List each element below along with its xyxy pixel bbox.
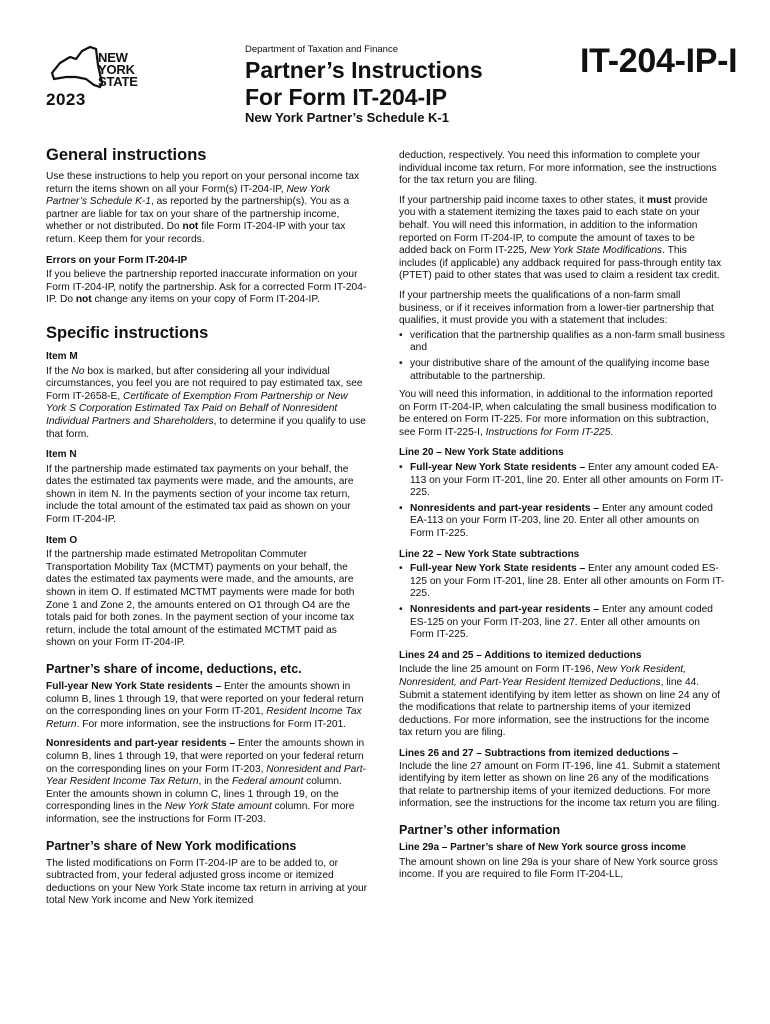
right-column: [399, 150, 725, 889]
form-id: IT-204-IP-I: [580, 42, 738, 80]
page-subtitle: New York Partner’s Schedule K-1: [245, 110, 449, 125]
non-farm-text: If your partnership meets the qualifications of a non-farm small business, or if it receives information from a lower-tier partnership that qualifies, it must provide you with a statement that includes:: [399, 289, 714, 327]
item-n-text: If the partnership made estimated tax payments on your behalf, the dates the estimated tax payments were made, and the amounts, are shown in item N. In the payments section of your income tax return, include the total amount of the estimated tax paid as shown on your Form IT-204-IP.: [46, 463, 354, 526]
lines-24-25-text: Include the line 25 amount on Form IT-196, New York Resident, Nonresident, and Part-Year Resident Itemized Deductions, line 44. Submit a statement identifying by item letter as shown on line 24 any of the modifications that relate to partnership items of your itemized deductions. For more information, see the instructions for the income tax return you are filing.: [399, 664, 721, 739]
lines-24-25-heading: Lines 24 and 25 – Additions to itemized deductions: [399, 649, 642, 661]
small-business-text: You will need this information, in additional to the information reported on Form IT-204-IP, when calculating the small business modification to be entered on Form IT-225. For more information on this subtraction, see Form IT-225-I, Instructions for Form IT-225.: [399, 389, 717, 438]
line-20-list: [399, 462, 725, 541]
other-information-heading: Partner’s other information: [399, 822, 561, 837]
item-o-text: If the partnership made estimated Metropolitan Commuter Transportation Mobility Tax (MCTMT) payments on your behalf, the dates the estimated tax payments were made, and the amounts, are shown in item O. If estimated MCTMT payments were made for both Zone 1 and Zone 2, the amounts entered on O1 through O4 are the totals paid for both zones. In the payment section of your income tax return, include the total amount of the estimated MCTMT paid as shown on your Form IT-204-IP.: [46, 549, 355, 649]
list-item: • your distributive share of the amount of the qualifying income base attributable to the partnership.: [399, 358, 725, 383]
errors-heading: Errors on your Form IT-204-IP: [46, 254, 188, 266]
share-income-heading: Partner’s share of income, deductions, etc.: [46, 662, 302, 676]
line-29a-heading: Line 29a – Partner’s share of New York source gross income: [399, 841, 686, 853]
left-column: [46, 146, 368, 915]
other-states-tax-text: If your partnership paid income taxes to other states, it must provide you with a statement itemizing the taxes paid to each state on your behalf. You will need this information, in addition to the information reported on Form IT-204-IP, to compute the amount of taxes to be added back on Form IT-225, New York State Modifications. This includes (if applicable) any addback required for pass-through entity tax (PTET) paid to other states that was used to claim a resident tax credit.: [399, 194, 722, 282]
nys-logo: [46, 43, 156, 111]
modifications-heading: Partner’s share of New York modifications: [46, 838, 297, 853]
list-item: • Nonresidents and part-year residents – Enter any amount coded ES-125 on your Form IT-203, line 27. Enter all other amounts on Form IT-225.: [399, 604, 725, 642]
list-item: • Full-year New York State residents – Enter any amount coded EA-113 on your Form IT-201, line 20. Enter all other amounts on Form IT-225.: [399, 462, 725, 500]
list-item: • verification that the partnership qualifies as a non-farm small business and: [399, 330, 725, 355]
line-22-list: [399, 563, 725, 642]
nys-logo-wordmark: NEW YORK STATE: [98, 50, 138, 89]
line-22-heading: Line 22 – New York State subtractions: [399, 548, 580, 560]
list-item: • Full-year New York State residents – Enter any amount coded ES-125 on your Form IT-201, line 28. Enter all other amounts on Form IT-225.: [399, 563, 725, 601]
tax-year: 2023: [46, 90, 86, 109]
lines-26-27-heading: Lines 26 and 27 – Subtractions from itemized deductions –: [399, 747, 678, 759]
general-instructions-heading: General instructions: [46, 146, 207, 164]
page-title: Partner’s Instructions For Form IT-204-IP: [245, 57, 483, 110]
item-m-text: If the No box is marked, but after considering all your individual circumstances, you feel you are not required to pay estimated tax, see Form IT-2658-E, Certificate of Exemption From Partnership or New York S Corporation Estimated Tax Paid on Behalf of Nonresident Individual Partners and Shareholders, to determine if you qualify to use that form.: [46, 365, 366, 440]
errors-text: If you believe the partnership reported inaccurate information on your Form IT-204-IP, notify the partnership. Ask for a corrected Form IT-204-IP. Do not change any items on your copy of Form IT-204-IP.: [46, 269, 367, 306]
nonresidents-text: Nonresidents and part-year residents – Enter the amounts shown in column B, lines 1 through 19, that were reported on your federal return on the corresponding lines on your Form IT-203, Nonresident and Part-Year Resident Income Tax Return, in the Federal amount column. Enter the amounts shown in column C, lines 1 through 19, on the corresponding lines in the New York State amount column. For more information, see the instructions for Form IT-203.: [46, 738, 366, 825]
line-20-heading: Line 20 – New York State additions: [399, 447, 564, 459]
general-instructions-text: Use these instructions to help you report on your personal income tax return the items shown on all your Form(s) IT-204-IP, New York Partner’s Schedule K-1, as reported by the partnership(s). You as a partner are liable for tax on your share of the partnership income, whether or not distributed. Do not file Form IT-204-IP with your tax return. Keep them for your records.: [46, 171, 360, 245]
specific-instructions-heading: Specific instructions: [46, 323, 209, 342]
continued-text: deduction, respectively. You need this information to complete your individual income tax return. For more information, see the instructions for the tax return you are filing.: [399, 150, 717, 187]
item-m-heading: Item M: [46, 350, 78, 362]
full-year-residents-text: Full-year New York State residents – Enter the amounts shown in column B, lines 1 through 19, that were reported on your federal return on the corresponding lines on your Form IT-201, Resident Income Tax Return. For more information, see the instructions for Form IT-201.: [46, 681, 364, 730]
item-o-heading: Item O: [46, 534, 78, 546]
non-farm-list: [399, 330, 725, 383]
department-name: Department of Taxation and Finance: [245, 44, 398, 55]
item-n-heading: Item N: [46, 449, 77, 461]
lines-26-27-text: Include the line 27 amount on Form IT-196, line 41. Submit a statement identifying by item letter as shown on line 26 any of the modifications that relate to partnership items of your itemized deductions. For more information, see the instructions for the income tax return you are filing.: [399, 760, 721, 810]
modifications-text: The listed modifications on Form IT-204-IP are to be added to, or subtracted from, your federal adjusted gross income or itemized deductions on your New York State income tax return in arriving at your total New York income and New York itemized: [46, 857, 368, 907]
line-29a-text: The amount shown on line 29a is your share of New York source gross income. If you are required to file Form IT-204-LL,: [399, 856, 718, 881]
list-item: • Nonresidents and part-year residents – Enter any amount coded EA-113 on your Form IT-203, line 20. Enter all other amounts on Form IT-225.: [399, 503, 725, 541]
